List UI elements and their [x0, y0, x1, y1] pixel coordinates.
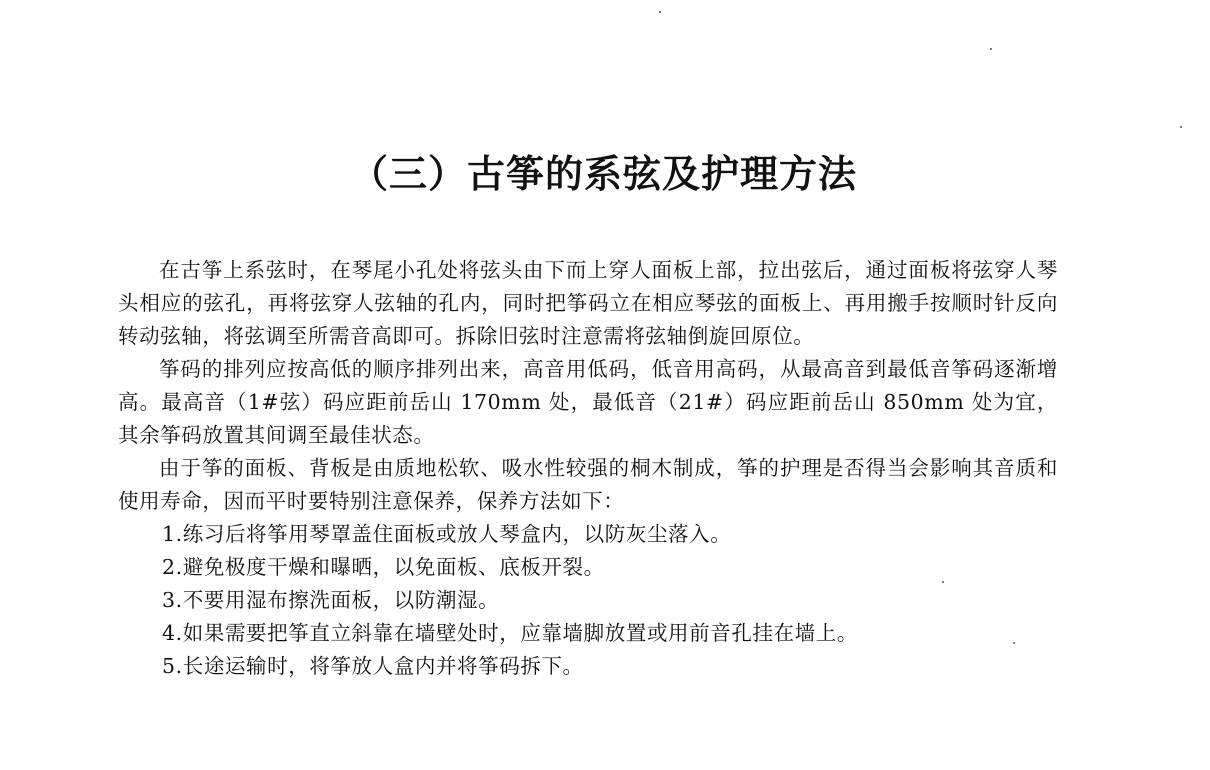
list-item: 4.如果需要把筝直立斜靠在墙壁处时，应靠墙脚放置或用前音孔挂在墙上。 — [162, 621, 858, 645]
list-item: 1.练习后将筝用琴罩盖住面板或放人琴盒内，以防灰尘落入。 — [162, 522, 732, 546]
scan-speck — [1013, 642, 1015, 644]
section-title: （三）古筝的系弦及护理方法 — [350, 151, 858, 196]
paragraph-care-intro: 由于筝的面板、背板是由质地松软、吸水性较强的桐木制成，筝的护理是否得当会影响其音质和使用寿命，因而平时要特别注意保养，保养方法如下： — [118, 456, 1058, 513]
list-item: 2.避免极度干燥和曝晒，以免面板、底板开裂。 — [162, 555, 605, 579]
list-item: 5.长途运输时，将筝放人盒内并将筝码拆下。 — [162, 654, 584, 678]
list-item: 3.不要用湿布擦洗面板，以防潮湿。 — [162, 588, 500, 612]
scan-speck — [659, 11, 661, 13]
body-text — [118, 254, 1058, 683]
care-method-list — [118, 518, 1058, 683]
paragraph-stringing: 在古筝上系弦时，在琴尾小孔处将弦头由下而上穿人面板上部，拉出弦后，通过面板将弦穿人琴头相应的弦孔，再将弦穿人弦轴的孔内，同时把筝码立在相应琴弦的面板上、再用搬手按顺时针反向转动弦轴，将弦调至所需音高即可。拆除旧弦时注意需将弦轴倒旋回原位。 — [118, 258, 1058, 348]
scan-speck — [942, 581, 944, 583]
scan-speck — [1180, 126, 1182, 128]
paragraph-bridges: 筝码的排列应按高低的顺序排列出来，高音用低码，低音用高码，从最高音到最低音筝码逐渐增高。最高音（1#弦）码应距前岳山 170mm 处，最低音（21#）码应距前岳山 850mm 处为宜，其余筝码放置其间调至最佳状态。 — [118, 357, 1058, 447]
scan-speck — [990, 48, 992, 50]
